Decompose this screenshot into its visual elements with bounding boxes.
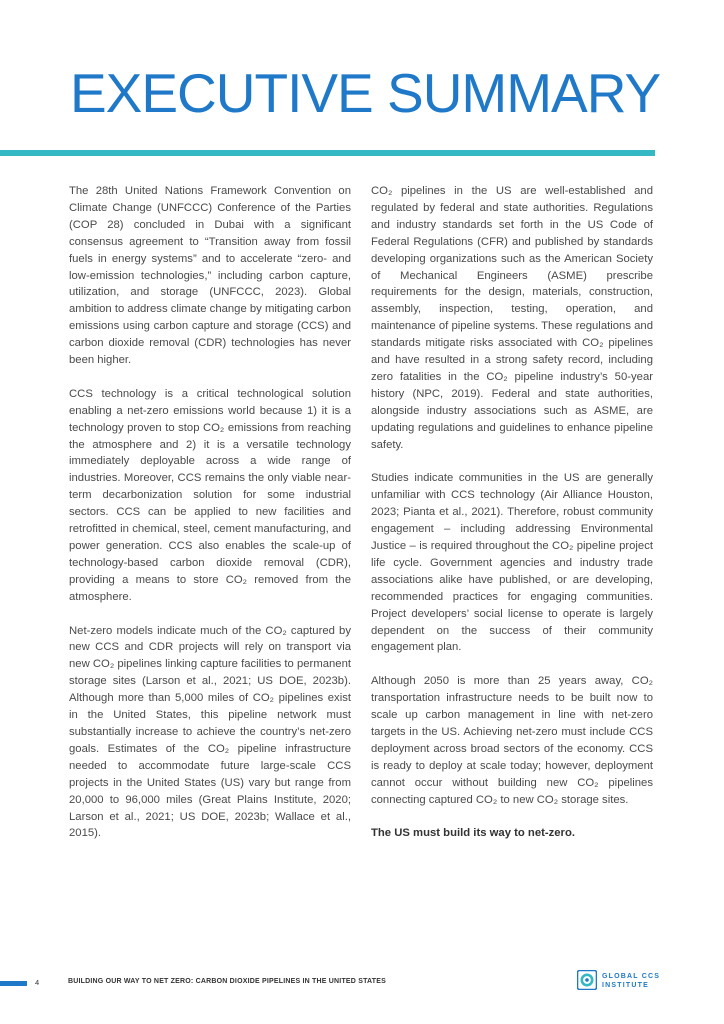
closing-statement: The US must build its way to net-zero. xyxy=(371,827,575,840)
paragraph-pipeline-regulation: CO₂ pipelines in the US are well-established and regulated by federal and state authorities. Regulations and industry standards set forth in the US Code of Federal Regulations (CFR) and published by standards developing organizations such as the American Society of Mechanical Engineers (ASME) prescribe requirements for the design, materials, construction, assembly, inspection, testing, operation, and maintenance of pipeline systems. These regulations and standards mitigate risks associated with CO₂ pipelines and have resulted in a strong safety record, including zero fatalities in the CO₂ pipeline industry’s 50-year history (NPC, 2019). Federal and state authorities, alongside industry associations such as ASME, are updating regulations and guidelines to enhance pipeline safety. xyxy=(371,185,653,451)
footer-document-title: BUILDING OUR WAY TO NET ZERO: CARBON DIOXIDE PIPELINES IN THE UNITED STATES xyxy=(68,978,386,985)
global-ccs-institute-logo xyxy=(577,970,661,992)
logo-line-1: GLOBAL CCS xyxy=(602,973,661,980)
title-divider xyxy=(0,150,655,156)
paragraph-net-zero-models: Net-zero models indicate much of the CO₂ captured by new CCS and CDR projects will rely on transport via new CO₂ pipelines linking capture facilities to permanent storage sites (Larson et al., 2021; US DOE, 2023b). Although more than 5,000 miles of CO₂ pipelines exist in the United States, this pipeline network must substantially increase to achieve the country’s net-zero goals. Estimates of the CO₂ pipeline infrastructure needed to accommodate future large-scale CCS projects in the United States (US) vary but range from 20,000 to 96,000 miles (Great Plains Institute, 2020; Larson et al., 2021; US DOE, 2023b; Wallace et al., 2015). xyxy=(69,624,351,840)
logo-wordmark xyxy=(602,973,660,990)
left-column xyxy=(69,183,351,859)
logo-line-2: INSTITUTE xyxy=(602,981,649,989)
paragraph-ccs-technology: CCS technology is a critical technological solution enabling a net-zero emissions world because 1) it is a technology proven to stop CO₂ emissions from reaching the atmosphere and 2) it is a versatile technology immediately deployable across a wide range of industries. Moreover, CCS remains the only viable near-term decarbonization solution for some industrial sectors. CCS can be applied to new facilities and retrofitted in chemical, steel, cement manufacturing, and power generation. CCS also enables the scale-up of technology-based carbon dioxide removal (CDR), providing a means to store CO₂ removed from the atmosphere. xyxy=(69,387,351,603)
paragraph-cop28: The 28th United Nations Framework Convention on Climate Change (UNFCCC) Conference of the Parties (COP 28) concluded in Dubai with a significant consensus agreement to “Transition away from fossil fuels in energy systems” and to accelerate “zero- and low-emission technologies,” including carbon capture, utilization, and storage (UNFCCC, 2023). Global ambition to address climate change by mitigating carbon emissions using carbon capture and storage (CCS) and carbon dioxide removal (CDR) technologies has never been higher. xyxy=(69,185,351,367)
footer-accent-bar xyxy=(0,981,27,986)
page-title: EXECUTIVE SUMMARY xyxy=(70,62,661,124)
paragraph-2050-infrastructure: Although 2050 is more than 25 years away, CO₂ transportation infrastructure needs to be built now to scale up carbon management in line with net-zero targets in the US. Achieving net-zero must include CCS deployment across broad sectors of the economy. CCS is ready to deploy at scale today; however, deployment cannot occur without building new CO₂ pipelines connecting captured CO₂ to new CO₂ storage sites. xyxy=(371,675,653,806)
right-column xyxy=(371,183,653,859)
paragraph-community-engagement: Studies indicate communities in the US are generally unfamiliar with CCS technology (Air Alliance Houston, 2023; Pianta et al., 2021). Therefore, robust community engagement – including addressing Environmental Justice – is required throughout the CO₂ pipeline project life cycle. Government agencies and industry trade associations alike have published, or are developing, recommended practices for engaging communities. Project developers’ social license to operate is largely dependent on the success of their community engagement plan. xyxy=(371,472,653,654)
page-number: 4 xyxy=(35,978,40,987)
global-ccs-institute-logo-icon xyxy=(577,970,597,990)
